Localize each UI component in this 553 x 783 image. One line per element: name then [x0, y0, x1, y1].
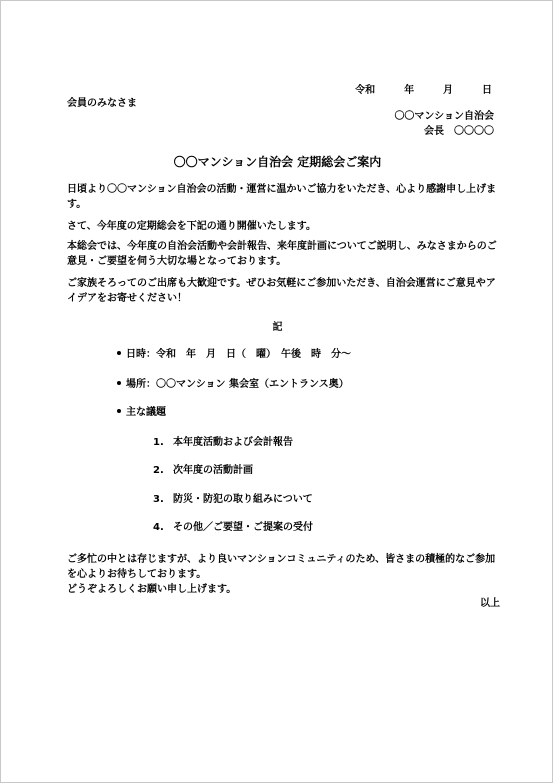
- agenda-text: 次年度の活動計画: [173, 465, 253, 476]
- closing-paragraph: ご多忙の中とは存じますが、より良いマンションコミュニティのため、皆さまの積極的なご参加を心よりお待ちしております。: [67, 554, 496, 580]
- bullet-icon: [117, 409, 121, 413]
- agenda-text: その他／ご要望・ご提案の受付: [173, 522, 313, 533]
- date-day: 日: [482, 85, 492, 96]
- detail-datetime: [117, 345, 351, 360]
- detail-place: [117, 375, 349, 390]
- closing-regards: どうぞよろしくお願い申し上げます。: [67, 584, 237, 595]
- place-text: 場所：〇〇マンション 集会室（エントランス奥）: [126, 379, 349, 390]
- paragraph-purpose: 本総会では、今年度の自治会活動や会計報告、来年度計画についてご説明し、みなさまからのご意見・ご要望を伺う大切な場となっております。: [67, 241, 497, 267]
- sender-org: 〇〇マンション自治会: [394, 111, 494, 122]
- date-month: 月: [443, 85, 454, 96]
- agenda-number: 4.: [153, 522, 164, 533]
- paragraph-announcement: さて、今年度の定期総会を下記の通り開催いたします。: [67, 221, 316, 232]
- date-year: 年: [404, 85, 415, 96]
- date-line: [355, 81, 492, 96]
- ki-heading: 記: [272, 322, 283, 333]
- agenda-number: 1.: [153, 437, 164, 448]
- ijo-end-mark: 以上: [480, 598, 500, 609]
- agenda-text: 防災・防犯の取り組みについて: [173, 494, 313, 505]
- agenda-item: [153, 490, 313, 505]
- date-era: 令和: [355, 85, 376, 96]
- recipient: 会員のみなさま: [67, 98, 137, 109]
- bullet-icon: [117, 351, 121, 355]
- agenda-item: [153, 461, 253, 476]
- paragraph-invitation: ご家族そろってのご出席も大歓迎です。ぜひお気軽にご参加いただき、自治会運営にご意見やアイデアをお寄せください！: [67, 278, 496, 304]
- agenda-label: 主な議題: [126, 407, 166, 418]
- agenda-number: 3.: [153, 494, 164, 505]
- paragraph-greeting: 日頃より〇〇マンション自治会の活動・運営に温かいご協力をいただき、心より感謝申し上げます。: [67, 184, 497, 210]
- document-title: 〇〇マンション自治会 定期総会ご案内: [173, 155, 382, 169]
- datetime-text: 日時：令和 年 月 日（ 曜） 午後 時 分～: [126, 349, 351, 360]
- detail-agenda: [117, 403, 166, 418]
- bullet-icon: [117, 381, 121, 385]
- sender-name: 会長 〇〇〇〇: [424, 126, 494, 137]
- agenda-item: [153, 518, 313, 533]
- agenda-number: 2.: [153, 465, 164, 476]
- agenda-item: [153, 433, 293, 448]
- agenda-text: 本年度活動および会計報告: [173, 437, 293, 448]
